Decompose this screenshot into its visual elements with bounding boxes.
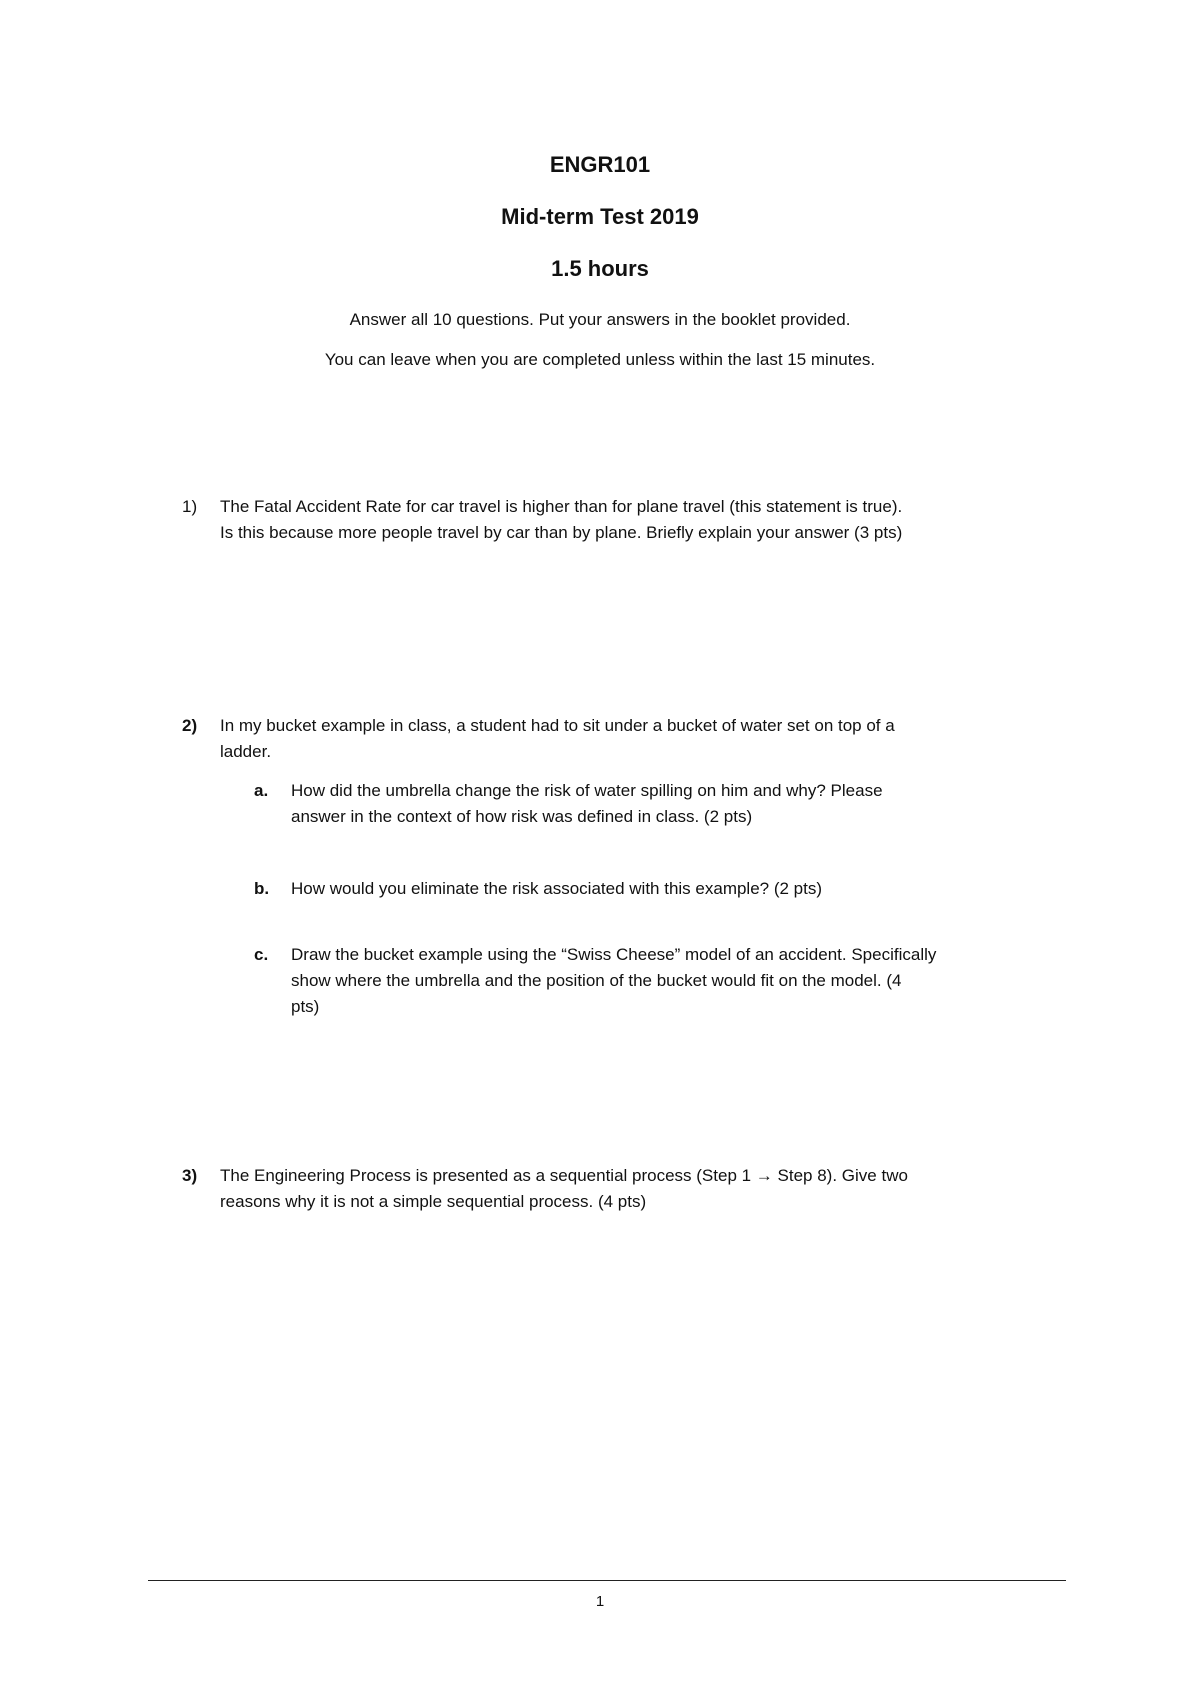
question-line: Is this because more people travel by car than by plane. Briefly explain your answer (3 pts) [220, 523, 903, 542]
question-line: reasons why it is not a simple sequential process. (4 pts) [220, 1192, 647, 1211]
question-3 [182, 1163, 1062, 1215]
course-code: ENGR101 [549, 152, 651, 177]
question-2-part-b [254, 876, 1064, 902]
part-line: pts) [291, 997, 320, 1016]
question-line: In my bucket example in class, a student had to sit under a bucket of water set on top of a [220, 716, 895, 735]
question-number: 2) [182, 716, 198, 735]
part-text [291, 876, 1064, 902]
part-line: How would you eliminate the risk associated with this example? (2 pts) [291, 879, 823, 898]
part-text [291, 942, 1064, 1020]
question-2 [182, 713, 1062, 765]
part-text [291, 778, 1064, 830]
test-duration: 1.5 hours [551, 256, 649, 281]
question-line: ladder. [220, 742, 272, 761]
part-line: How did the umbrella change the risk of water spilling on him and why? Please [291, 781, 883, 800]
footer-divider [148, 1580, 1066, 1581]
part-line: answer in the context of how risk was defined in class. (2 pts) [291, 807, 753, 826]
question-number: 3) [182, 1166, 198, 1185]
page-number: 1 [595, 1593, 605, 1610]
question-line: The Fatal Accident Rate for car travel is higher than for plane travel (this statement is true). [220, 497, 903, 516]
instruction-leave-time: You can leave when you are completed unless within the last 15 minutes. [324, 350, 876, 369]
part-line: show where the umbrella and the position of the bucket would fit on the model. (4 [291, 971, 902, 990]
part-line: Draw the bucket example using the “Swiss Cheese” model of an accident. Specifically [291, 945, 937, 964]
part-letter: a. [254, 781, 269, 800]
part-letter: c. [254, 945, 269, 964]
question-text [220, 494, 1062, 546]
question-text [220, 713, 1062, 765]
part-letter: b. [254, 879, 270, 898]
question-2-part-c [254, 942, 1064, 1020]
question-2-part-a [254, 778, 1064, 830]
question-text [220, 1163, 1062, 1215]
question-number: 1) [182, 497, 198, 516]
instruction-answer-all: Answer all 10 questions. Put your answers in the booklet provided. [349, 310, 851, 329]
question-line: The Engineering Process is presented as a sequential process (Step 1 → Step 8). Give two [220, 1166, 908, 1185]
question-1 [182, 494, 1062, 546]
test-title: Mid-term Test 2019 [501, 204, 699, 229]
